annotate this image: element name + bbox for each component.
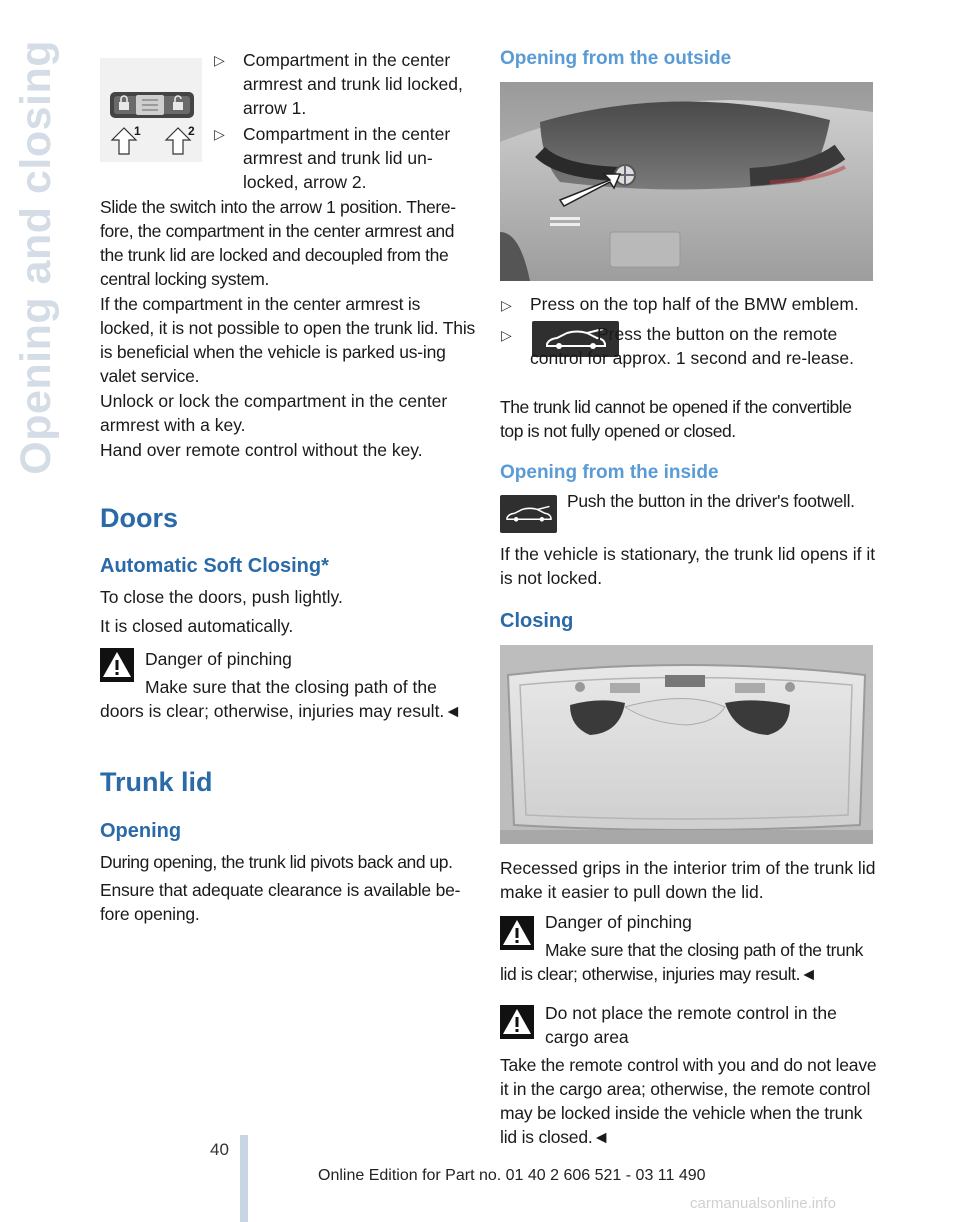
trunk-lid-heading: Trunk lid [100, 767, 213, 797]
soft-closing-heading: Automatic Soft Closing* [100, 555, 329, 577]
side-chapter-title-text: Opening and closing [11, 40, 60, 475]
outside-note: The trunk lid cannot be opened if the convertible top is not fully opened or closed. [500, 397, 852, 441]
switch-bullet-1: Compartment in the center armrest and trunk lid locked, arrow 1. [243, 50, 463, 118]
watermark-text: carmanualsonline.info [690, 1195, 836, 1212]
inside-text: Push the button in the driver's footwell. [567, 491, 855, 511]
paragraph-unlock-key: Unlock or lock the compartment in the center armrest with a key. [100, 391, 448, 435]
trunk-rear-illustration [500, 82, 873, 281]
trunk-interior-illustration [500, 645, 873, 844]
soft-closing-text-1: To close the doors, push lightly. [100, 587, 343, 607]
paragraph-slide-switch: Slide the switch into the arrow 1 position. There-fore, the compartment in the center armrest and the trunk lid are locked and decoupled from the central locking system. [100, 197, 456, 289]
trunk-interior-photo [500, 645, 873, 844]
paragraph-locked-compartment: If the compartment in the center armrest is locked, it is not possible to open the trunk lid. This is beneficial when the vehicle is parked us-ing valet service. [100, 294, 476, 386]
bullet-marker-icon: ▷ [501, 297, 512, 313]
warning-doors-body: Make sure that the closing path of the doors is clear; otherwise, injuries may result.◄ [100, 677, 462, 721]
outside-bullet-1: Press on the top half of the BMW emblem. [530, 294, 859, 314]
trunk-rear-photo [500, 82, 873, 281]
footwell-trunk-button [500, 495, 557, 533]
armrest-switch-image [100, 58, 202, 162]
opening-text-2: Ensure that adequate clearance is available be-fore opening. [100, 880, 461, 924]
armrest-switch-illustration [100, 58, 202, 162]
bullet-marker-icon: ▷ [214, 126, 225, 142]
warning-doors-title: Danger of pinching [145, 649, 292, 669]
inside-heading: Opening from the inside [500, 462, 719, 483]
paragraph-hand-over: Hand over remote control without the key. [100, 440, 423, 460]
bullet-marker-icon: ▷ [214, 52, 225, 68]
arrow-label-2: 2 [188, 124, 195, 138]
closing-heading: Closing [500, 610, 574, 632]
outside-bullet-2: Press the button on the remote control for approx. 1 second and re-lease. [530, 324, 854, 368]
opening-text-1: During opening, the trunk lid pivots back and up. [100, 852, 453, 872]
doors-heading: Doors [100, 503, 179, 533]
page-number: 40 [210, 1140, 229, 1159]
opening-heading: Opening [100, 820, 182, 842]
outside-heading: Opening from the outside [500, 48, 732, 69]
bullet-marker-icon: ▷ [501, 327, 512, 343]
warning-remote-title: Do not place the remote control in the cargo area [545, 1003, 837, 1047]
warning-triangle-icon [500, 1005, 534, 1039]
warning-trunk-title: Danger of pinching [545, 912, 692, 932]
closing-text: Recessed grips in the interior trim of the trunk lid make it easier to pull down the lid. [500, 858, 876, 902]
soft-closing-text-2: It is closed automatically. [100, 616, 294, 636]
side-chapter-title [8, 40, 64, 475]
online-edition-text: Online Edition for Part no. 01 40 2 606 521 - 03 11 490 [318, 1167, 706, 1184]
inside-note: If the vehicle is stationary, the trunk lid opens if it is not locked. [500, 544, 876, 588]
switch-bullet-2: Compartment in the center armrest and trunk lid un- locked, arrow 2. [243, 124, 451, 192]
car-trunk-open-icon [504, 503, 554, 525]
footer-divider-bar [240, 1135, 248, 1222]
arrow-label-1: 1 [134, 124, 141, 138]
warning-trunk-body: Make sure that the closing path of the trunk lid is clear; otherwise, injuries may result.◄ [500, 940, 864, 984]
warning-remote-body: Take the remote control with you and do not leave it in the cargo area; otherwise, the remote control may be locked inside the vehicle when the trunk lid is closed.◄ [500, 1055, 877, 1147]
